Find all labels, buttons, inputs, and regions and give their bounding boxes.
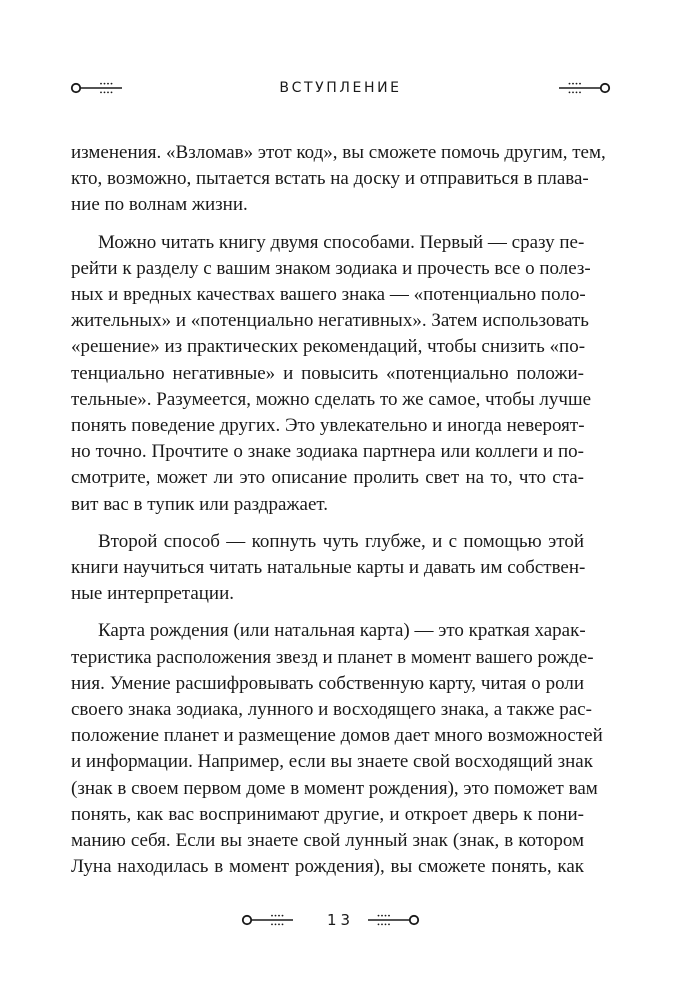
text-line: Луна находилась в момент рождения), вы сможете понять, как — [71, 856, 584, 878]
text-line: жительных» и «потенциально негативных». Затем использовать — [71, 310, 589, 332]
text-line: ных и вредных качествах вашего знака — «потенциально поло- — [71, 284, 586, 306]
text-line: ние по волнам жизни. — [71, 194, 248, 216]
text-line: и информации. Например, если вы знаете свой восходящий знак — [71, 751, 593, 773]
paragraph — [71, 618, 603, 880]
text-line: рейти к разделу с вашим знаком зодиака и прочесть все о полез- — [71, 257, 591, 279]
paragraph — [71, 529, 584, 608]
text-line: вит вас в тупик или раздражает. — [71, 493, 329, 515]
text-line: понять, как вас воспринимают другие, и откроет дверь к пони- — [71, 803, 584, 825]
text-line: своего знака зодиака, лунного и восходящего знака, а также рас- — [71, 699, 592, 721]
body-text — [71, 140, 606, 891]
text-line: ния. Умение расшифровывать собственную карту, читая о роли — [71, 672, 584, 694]
text-line: тенциально негативные» и повысить «потенциально положи- — [71, 362, 584, 384]
text-line: положение планет и размещение домов дает много возможностей — [71, 725, 603, 747]
text-line: тельные». Разумеется, можно сделать то же самое, чтобы лучше — [71, 388, 592, 410]
text-line: «решение» из практических рекомендаций, чтобы снизить «по- — [71, 336, 586, 358]
ornament-right-icon — [559, 81, 611, 95]
text-line: изменения. «Взломав» этот код», вы сможете помочь другим, тем, — [71, 142, 606, 163]
text-line: понять поведение других. Это увлекательно и иногда невероят- — [71, 415, 585, 437]
page-footer — [0, 908, 681, 932]
text-line: Карта рождения (или натальная карта) — это краткая харак- — [98, 620, 586, 642]
text-line: Второй способ — копнуть чуть глубже, и с помощью этой — [98, 530, 584, 552]
page-number: 13 — [326, 911, 355, 929]
running-header — [70, 78, 611, 98]
text-line: смотрите, может ли это описание пролить свет на то, что ста- — [71, 467, 584, 489]
text-line: Можно читать книгу двумя способами. Первый — сразу пе- — [98, 231, 585, 253]
text-line: книги научиться читать натальные карты и давать им собствен- — [71, 557, 586, 579]
paragraph — [71, 140, 606, 219]
paragraph — [71, 230, 592, 518]
text-line: теристика расположения звезд и планет в момент вашего рожде- — [71, 646, 594, 668]
text-line: ные интерпретации. — [71, 583, 235, 605]
chapter-title: ВСТУПЛЕНИЕ — [279, 80, 402, 96]
text-line: манию себя. Если вы знаете свой лунный знак (знак, в котором — [71, 830, 584, 852]
text-line: но точно. Прочтите о знаке зодиака партнера или коллеги и по- — [71, 441, 584, 463]
text-line: кто, возможно, пытается встать на доску и отправиться в плава- — [71, 168, 589, 190]
text-line: (знак в своем первом доме в момент рождения), это поможет вам — [71, 777, 598, 799]
footer-ornament-right-icon — [368, 913, 420, 927]
